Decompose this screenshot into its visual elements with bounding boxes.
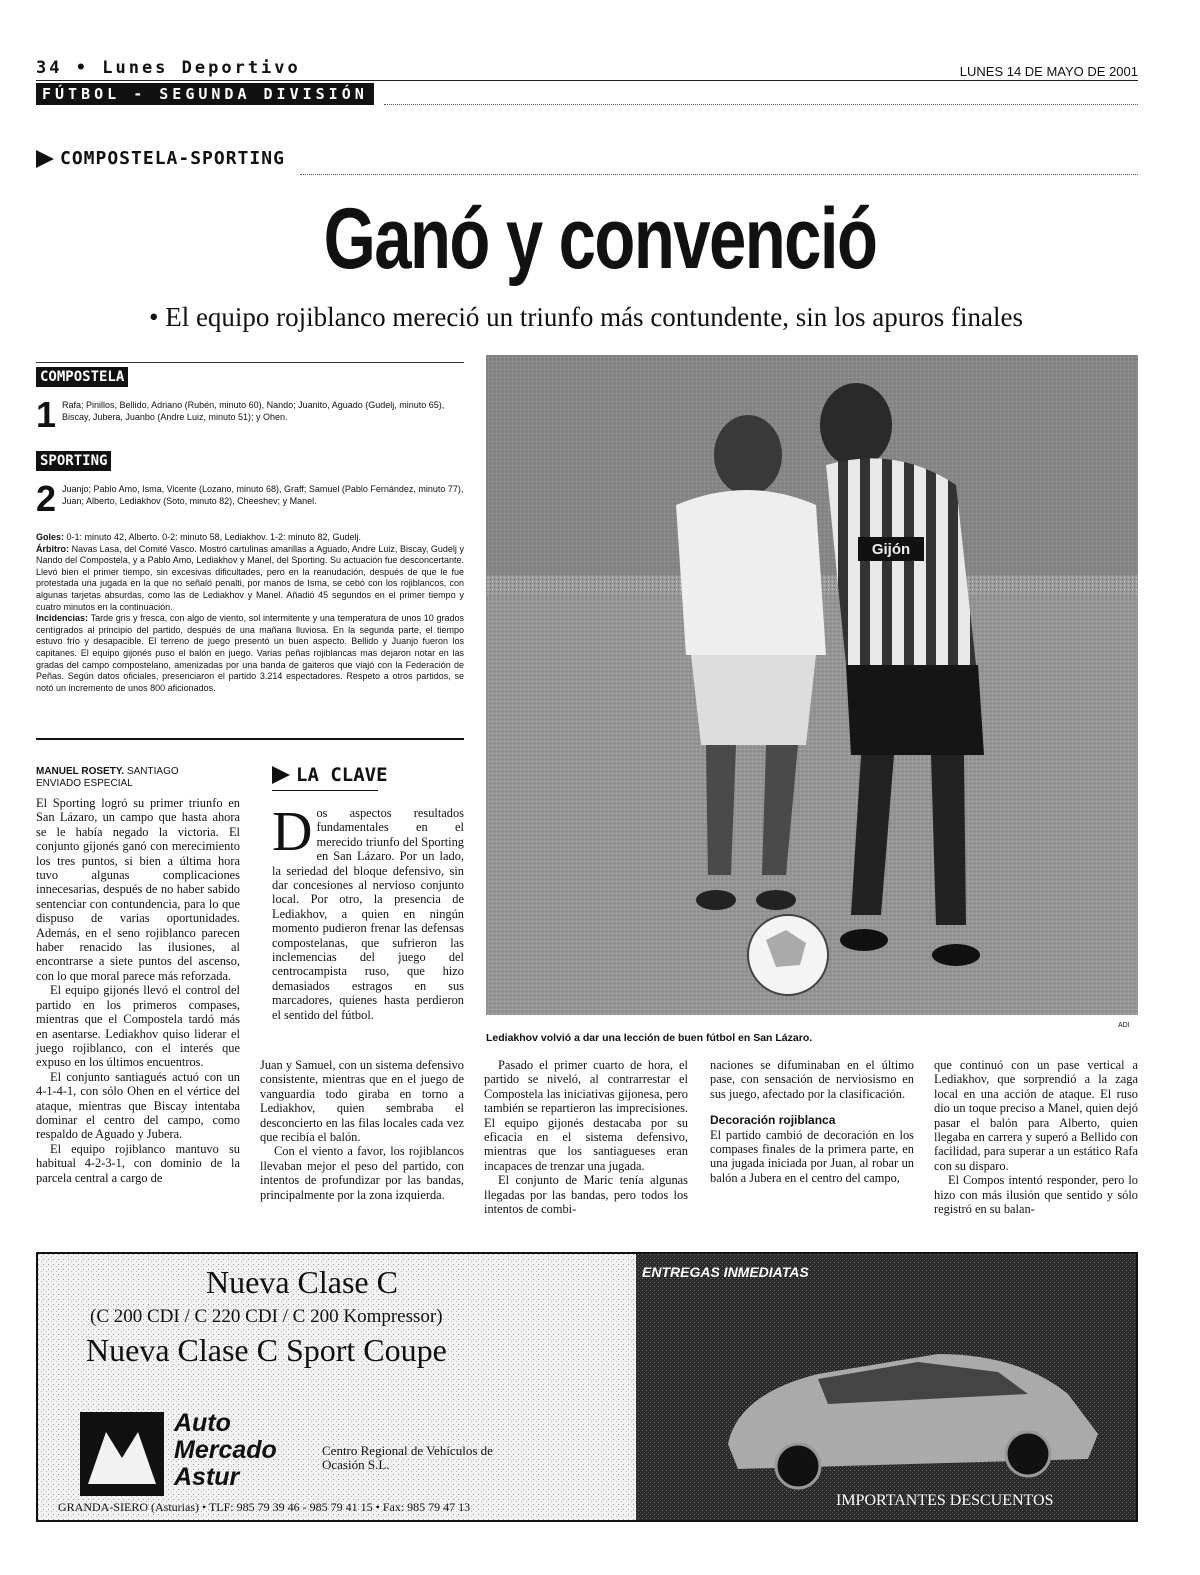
team-score: 2	[36, 478, 57, 519]
team-lineup: Juanjo; Pablo Amo, Isma, Vicente (Lozano, minuto 68), Graff; Samuel (Pablo Fernández, minuto 77), Juan; Alberto, Lediakhov (Soto, minuto 82), Cheeshev; y Manel.	[62, 484, 464, 506]
stats-bottom-rule	[36, 738, 464, 740]
byline	[36, 766, 264, 790]
kicker-text: COMPOSTELA-SPORTING	[60, 148, 285, 169]
match-facts	[36, 532, 464, 694]
paragraph: El conjunto de Maric tenía algunas llegadas por las bandas, pero todos los intentos de combi-	[484, 1173, 688, 1217]
paragraph: naciones se difuminaban en el último pase, con sensación de nerviosismo en sus juego, afectado por la clasificación.	[710, 1058, 914, 1101]
ad-coupe: Nueva Clase C Sport Coupe	[86, 1332, 447, 1368]
headline: Ganó y convenció	[323, 191, 877, 287]
paragraph: El equipo gijonés llevó el control del partido en los primeros compases, mientras que el Compostela tardó más en asentarse. Lediakhov quiso liderar el juego rojiblanco, con el interés que expuso en los últimos encuentros.	[36, 983, 240, 1070]
team-block-compostela	[36, 368, 464, 436]
article-column-1	[36, 796, 240, 1185]
team-row	[36, 478, 464, 520]
inline-subhead: Decoración rojiblanca	[710, 1113, 836, 1128]
team-name: COMPOSTELA	[36, 367, 128, 387]
paragraph: que continuó con un pase vertical a Lediakhov, que sorprendió a la zaga local en una acción de ataque. El ruso dio un toque preciso a Manel, quien dejó pasar el balón para Alberto, quien llegaba en carrera y superó a Bellido con facilidad, para superar a un estático Rafa con su disparo.	[934, 1058, 1138, 1173]
la-clave-title: LA CLAVE	[272, 764, 388, 786]
la-clave-text: os aspectos resultados fundamentales en el merecido triunfo del Sporting en San Lázaro. Por un lado, la seriedad del bloque defensivo, sin dar concesiones al nervioso conjunto local. Por otro, la presencia de Lediakhov, a quien en ningún momento pudieron frenar las defensas compostelanas, que sufrieron las inclemencias del juego del centrocampista ruso, que hizo demasiados estragos en sus marcadores, quienes hasta perdieron el sentido del fútbol.	[272, 806, 464, 1022]
issue-date: LUNES 14 DE MAYO DE 2001	[959, 64, 1138, 79]
paragraph: El conjunto santiagués actuó con un 4-1-4-1, con sólo Ohen en el vértice del ataque, mientras que Biscay intentaba dominar el centro del campo, como respaldo de Aguado y Jubera.	[36, 1069, 240, 1142]
header-rule	[36, 80, 1138, 81]
page-number: 34	[36, 58, 63, 78]
author: MANUEL ROSETY.	[36, 766, 125, 777]
shirt-text: Gijón	[871, 541, 911, 558]
photo-caption: Lediakhov volvió a dar una lección de buen fútbol en San Lázaro.	[486, 1032, 813, 1044]
arrow-right-icon	[272, 766, 290, 784]
paragraph: El Compos intentó responder, pero lo hizo con más ilusión que sentido y sólo registró en su balan-	[934, 1173, 1138, 1217]
ad-title: Nueva Clase C	[206, 1264, 398, 1300]
dateline: SANTIAGO	[126, 766, 179, 777]
paragraph: Con el viento a favor, los rojiblancos llevaban mejor el peso del partido, con intentos de profundizar por las bandas, principalmente por la zona izquierda.	[260, 1144, 464, 1202]
la-clave-rule	[272, 790, 378, 791]
publication-name: Lunes Deportivo	[102, 58, 301, 78]
photo-credit: ADI	[1118, 1022, 1130, 1029]
goals-line: Goles: 0-1: minuto 42, Alberto. 0-2: minuto 58, Lediakhov. 1-2: minuto 82, Gudelj.	[36, 532, 362, 542]
subheadline: • El equipo rojiblanco mereció un triunfo más contundente, sin los apuros finales	[149, 302, 1023, 332]
team-score: 1	[36, 394, 57, 435]
article-column-4	[710, 1058, 914, 1185]
advertisement	[36, 1252, 1138, 1522]
ad-badge: ENTREGAS INMEDIATAS	[642, 1264, 809, 1280]
ad-models: (C 200 CDI / C 220 CDI / C 200 Kompressor)	[90, 1306, 443, 1327]
paragraph: El Sporting logró su primer triunfo en San Lázaro, un campo que hasta ahora se le había negado la victoria. El conjunto gijonés ganó con merecimiento los tres puntos, si bien a última hora tuvo algunas complicaciones innecesarias, después de no haber sabido sentenciar con contundencia, para lo que dispuso de varias oportunidades. Además, en el seno rojiblanco parecen haber renacido las ilusiones, al encontrarse a siete puntos del ascenso, con lo que moral parece más reforzada.	[36, 796, 240, 983]
match-photo	[486, 355, 1138, 1015]
team-lineup: Rafa; Pinillos, Bellido, Adriano (Rubén, minuto 60), Nando; Juanito, Aguado (Gudelj, minuto 65), Biscay, Jubera, Juanbo (Andre Luiz, minuto 51); y Ohen.	[62, 400, 445, 422]
section-label: FÚTBOL - SEGUNDA DIVISIÓN	[36, 83, 374, 105]
paragraph: El equipo rojiblanco mantuvo su habitual 4-2-3-1, con dominio de la parcela central a cargo de	[36, 1141, 240, 1185]
article-column-2	[260, 1058, 464, 1202]
paragraph: Pasado el primer cuarto de hora, el partido se niveló, al contrarrestar el Compostela las iniciativas gijonesa, pero también se repartieron las imprecisiones. El equipo gijonés destacaba por su eficacia en el sistema defensivo, mientras que los santiagueses eran incapaces de trenzar una jugada.	[484, 1058, 688, 1173]
author-role: ENVIADO ESPECIAL	[36, 778, 133, 789]
page-header	[36, 58, 301, 78]
arrow-right-icon	[36, 150, 54, 168]
dropcap: D	[272, 801, 313, 863]
dealer-contact: GRANDA-SIERO (Asturias) • TLF: 985 79 39 46 - 985 79 41 15 • Fax: 985 79 47 13	[58, 1500, 471, 1514]
team-row	[36, 394, 464, 436]
article-column-5	[934, 1058, 1138, 1216]
article-column-3	[484, 1058, 688, 1216]
section-divider	[384, 104, 1138, 105]
bullet: •	[75, 58, 89, 78]
la-clave-box	[272, 801, 464, 1022]
kicker-divider	[300, 174, 1138, 175]
team-block-sporting	[36, 452, 464, 520]
paragraph: El partido cambió de decoración en los compases finales de la primera parte, en una jugada iniciada por Juan, al robar un balón a Jubera en el centro del campo,	[710, 1127, 914, 1185]
kicker	[36, 148, 285, 169]
paragraph: Juan y Samuel, con un sistema defensivo consistente, mientras que en el juego de vanguardia todo giraba en torno a Lediakhov, quien sembraba el desconcierto en las filas locales cada vez que recibía el balón.	[260, 1058, 464, 1145]
dealer-logo-text: Auto Mercado Astur	[174, 1409, 277, 1491]
photo-image	[486, 355, 1138, 1015]
team-name: SPORTING	[36, 451, 111, 471]
referee-line: Árbitro: Navas Lasa, del Comité Vasco. Mostró cartulinas amarillas a Aguado, Andre Luiz, Biscay, Gudelj y Nando del Compostela, y a Pablo Amo, Lediakhov y Manel, del Sporting. Su actuación fue desconcertante. Llevó bien el primer tiempo, sin excesivas dificultades, pero en la reanudación, después de que le fue protestada una jugada en la que no señaló penalti, por manos de Isma, se cebó con los rojiblancos, con algunas tarjetas absurdas, como las de Lediakhov y Manel. Añadió 45 segundos en el primer tiempo y cuatro minutos en la continuación.	[36, 543, 464, 612]
incidents-line: Incidencias: Tarde gris y fresca, con algo de viento, sol intermitente y una temperatura de unos 10 grados centígrados al principio del partido, después de una mañana lluviosa. En la segunda parte, el tiempo estuvo frío y desapacible. El terreno de juego presentó un buen aspecto. Bellido y Juanjo fueron los capitanes. El equipo gijonés puso el balón en juego. Varias peñas rojiblancas mas dejaron notar en las gradas del campo compostelano, amenizadas por una banda de gaiteros que viajó con la Federación de Peñas. Según datos oficiales, presenciaron el partido 3.214 espectadores. Respeto a otros partidos, se notó un incremento de unos 800 aficionados.	[36, 613, 464, 693]
ad-discount: IMPORTANTES DESCUENTOS	[836, 1492, 1054, 1509]
stats-top-rule	[36, 362, 464, 363]
dealer-description: Centro Regional de Vehículos de Ocasión S.L.	[322, 1443, 493, 1472]
